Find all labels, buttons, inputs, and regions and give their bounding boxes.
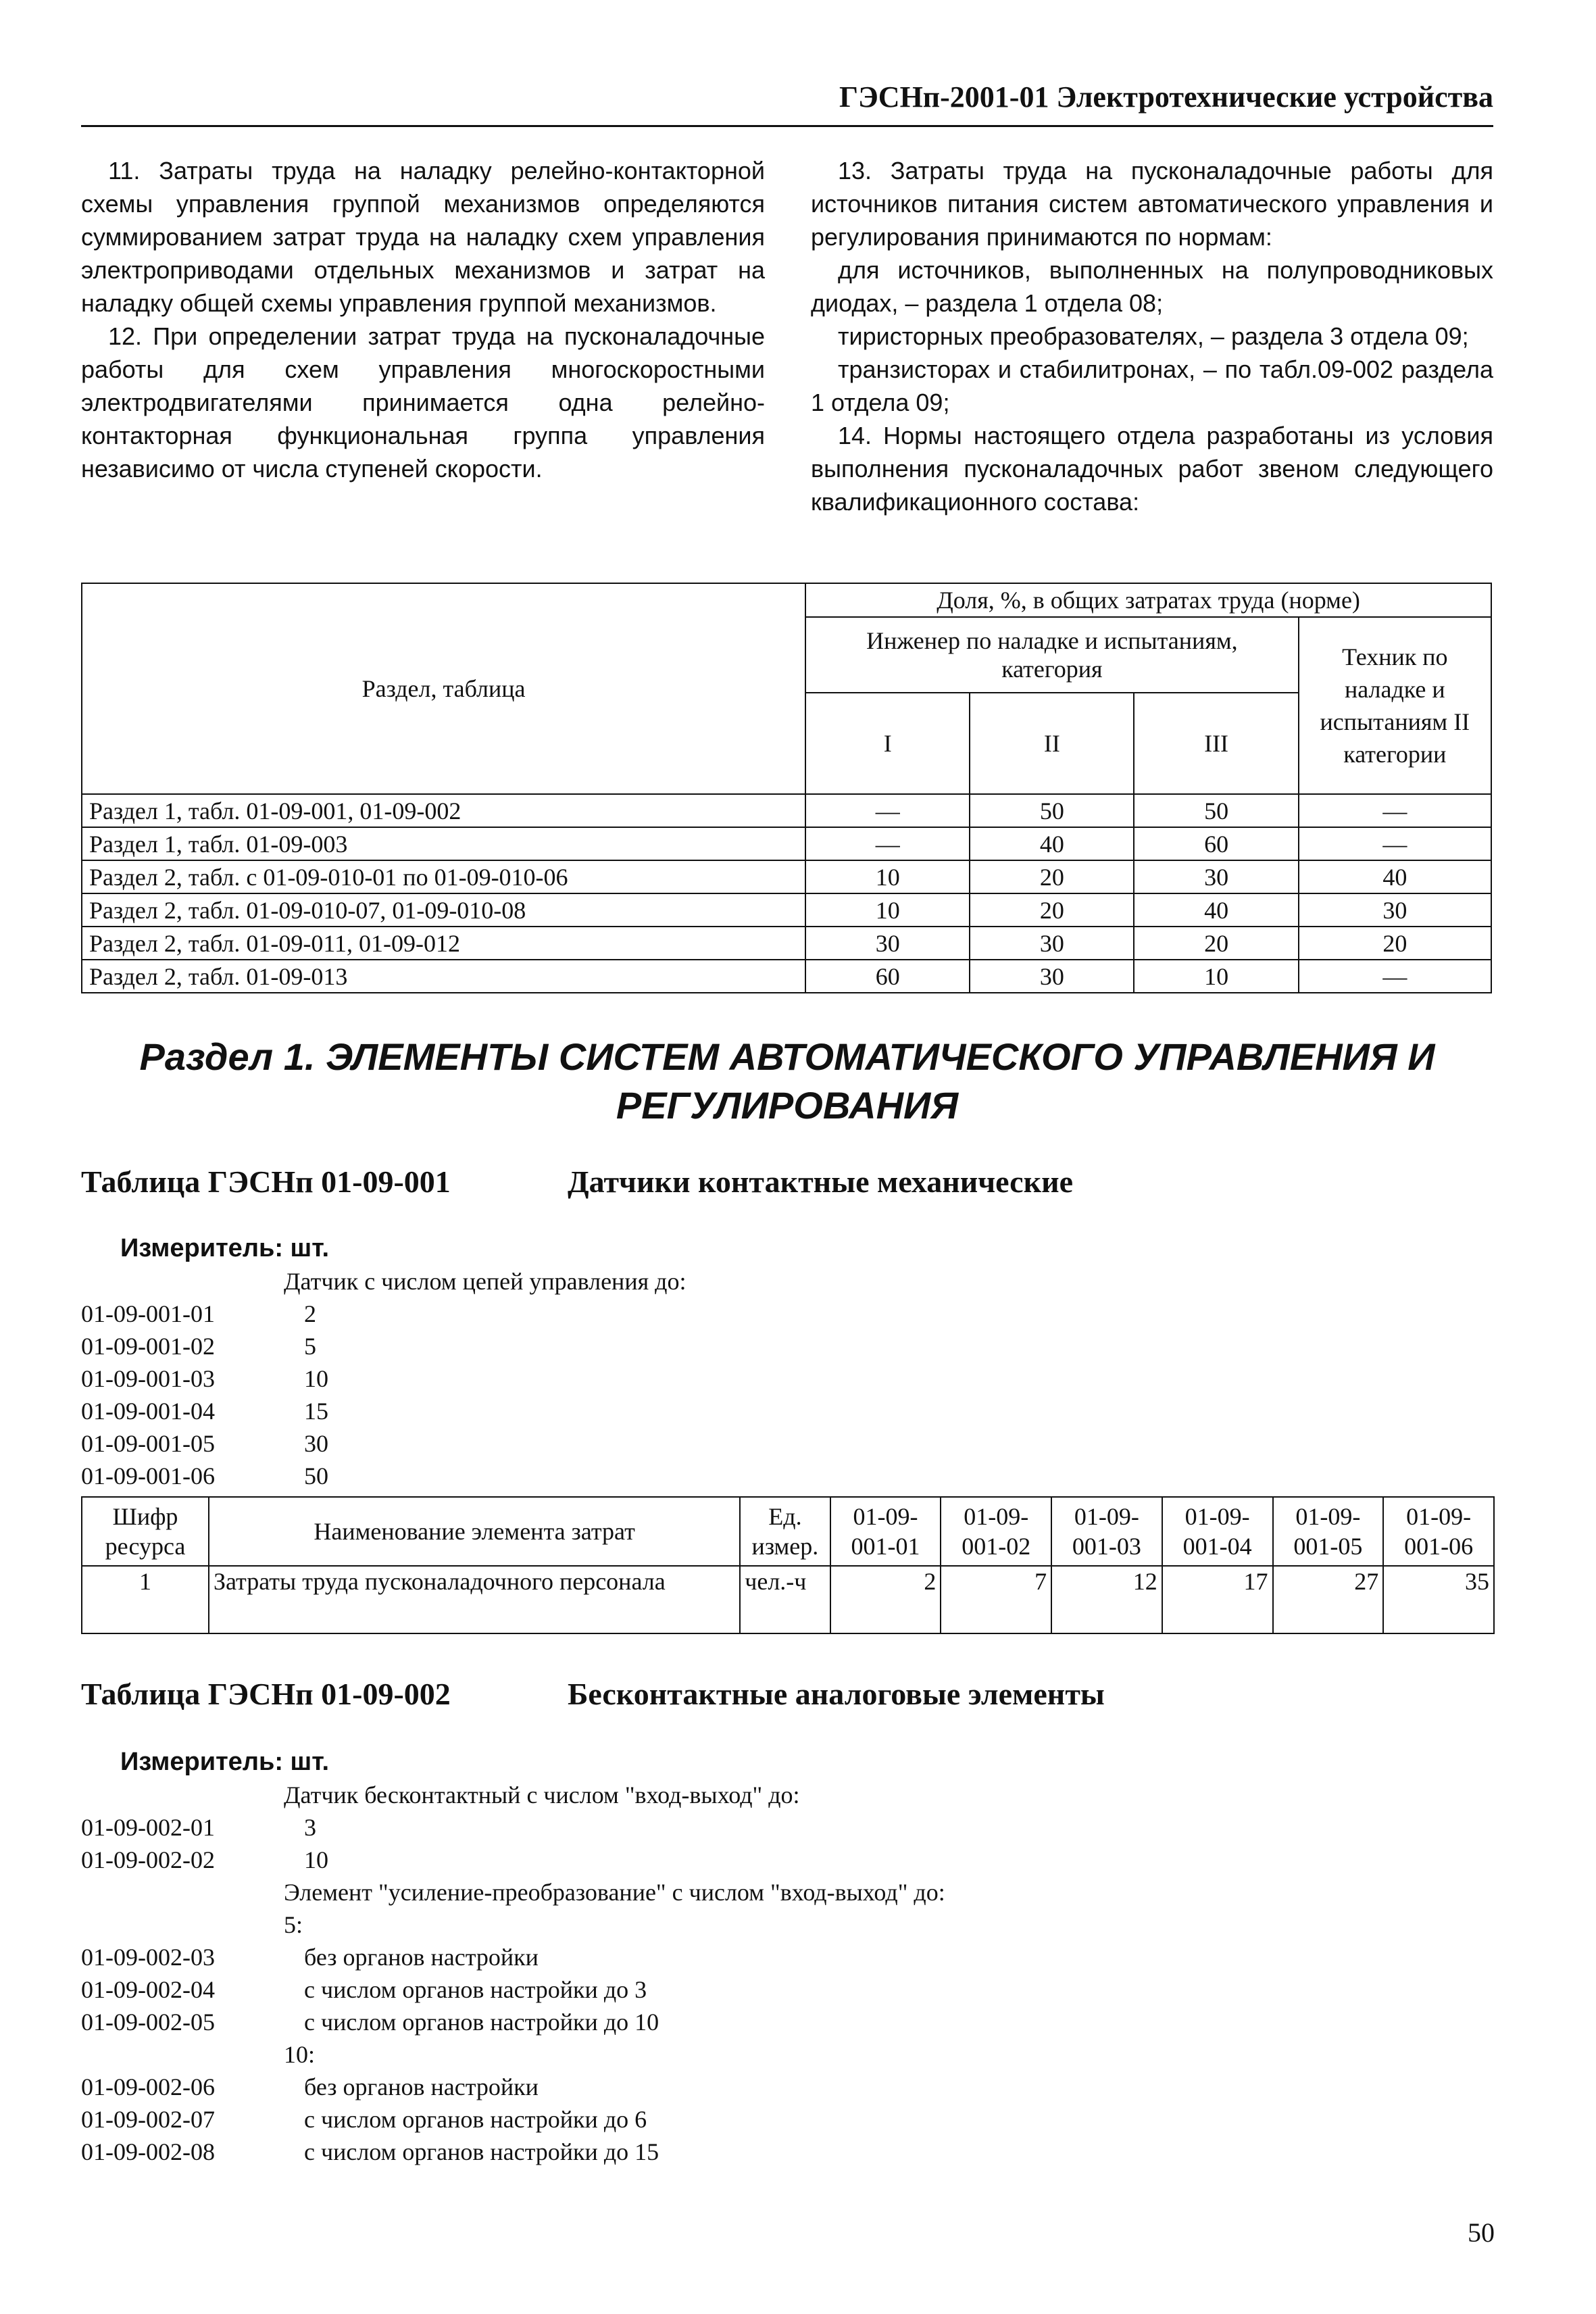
row-cat-3: 20: [1134, 927, 1298, 960]
paragraph-11: 11. Затраты труда на наладку релейно-контакторной схемы управления группой механизмов определяются суммированием затрат труда на наладку схем управления электроприводами отдельных механизмов и затрат на наладку общей схемы управления группой механизмов.: [81, 157, 765, 317]
table-row: [82, 860, 1491, 893]
col-variant-header: 01-09-001-04: [1162, 1497, 1273, 1566]
table-002-heading-1: Датчик бесконтактный с числом "вход-выход" до:: [284, 1781, 800, 1808]
paragraph-13-thyristors: тиристорных преобразователях, – раздела 3 отдела 09;: [838, 322, 1469, 350]
col-engineer-header: Инженер по наладке и испытаниям, категория: [805, 617, 1299, 693]
list-item: [81, 1427, 686, 1460]
row-cat-2: 40: [970, 827, 1134, 860]
cat-3-header: III: [1134, 693, 1298, 794]
col-variant-header: 01-09-001-06: [1383, 1497, 1494, 1566]
row-section: Раздел 2, табл. 01-09-013: [82, 960, 805, 993]
col-share-header: Доля, %, в общих затратах труда (норме): [805, 583, 1491, 617]
item-value: 15: [304, 1398, 328, 1425]
row-section: Раздел 2, табл. 01-09-010-07, 01-09-010-08: [82, 893, 805, 927]
row-technician: —: [1299, 960, 1491, 993]
row-value: 35: [1383, 1566, 1494, 1633]
paragraph-13: 13. Затраты труда на пусконаладочные работы для источников питания систем автоматического управления и регулирования принимаются по нормам:: [811, 157, 1493, 251]
row-cat-1: 10: [805, 893, 970, 927]
col-variant-header: 01-09-001-03: [1051, 1497, 1162, 1566]
list-item: [81, 1844, 945, 1876]
cat-2-header: II: [970, 693, 1134, 794]
item-value: 5: [304, 1333, 316, 1360]
subheading-10: 10:: [284, 2041, 316, 2068]
row-cat-2: 20: [970, 893, 1134, 927]
row-cat-2: 20: [970, 860, 1134, 893]
row-technician: 20: [1299, 927, 1491, 960]
row-section: Раздел 2, табл. 01-09-011, 01-09-012: [82, 927, 805, 960]
col-code-header: Шифр ресурса: [82, 1497, 209, 1566]
table-row: [82, 827, 1491, 860]
item-code: 01-09-002-06: [81, 2073, 215, 2100]
row-cat-2: 30: [970, 927, 1134, 960]
item-code: 01-09-001-05: [81, 1430, 215, 1457]
item-code: 01-09-002-01: [81, 1814, 215, 1841]
row-value: 17: [1162, 1566, 1273, 1633]
row-section: Раздел 1, табл. 01-09-003: [82, 827, 805, 860]
list-item: [81, 1460, 686, 1492]
row-code: 1: [82, 1566, 209, 1633]
item-value: 2: [304, 1300, 316, 1327]
section-title-line-2: РЕГУЛИРОВАНИЯ: [616, 1084, 959, 1127]
col-variant-header: 01-09-001-02: [941, 1497, 1051, 1566]
row-cat-1: 10: [805, 860, 970, 893]
item-code: 01-09-002-03: [81, 1944, 215, 1971]
table-001-grid: [81, 1496, 1495, 1634]
row-cat-1: —: [805, 794, 970, 827]
left-column: [81, 154, 765, 485]
row-technician: 30: [1299, 893, 1491, 927]
table-002-heading-2: Элемент "усиление-преобразование" с числом "вход-выход" до:: [284, 1879, 945, 1906]
row-value: 2: [830, 1566, 941, 1633]
item-code: 01-09-002-02: [81, 1846, 215, 1873]
table-row: [82, 960, 1491, 993]
table-001-name: Датчики контактные механические: [568, 1164, 1073, 1199]
table-001-meter: Измеритель: шт.: [120, 1234, 330, 1262]
col-name-header: Наименование элемента затрат: [209, 1497, 740, 1566]
table-row: [82, 893, 1491, 927]
row-value: 12: [1051, 1566, 1162, 1633]
list-item: [81, 2103, 945, 2136]
row-value: 7: [941, 1566, 1051, 1633]
table-row: [82, 1566, 1494, 1633]
item-value: 50: [304, 1462, 328, 1490]
row-technician: —: [1299, 794, 1491, 827]
item-value: без органов настройки: [304, 1944, 539, 1971]
table-row: [82, 927, 1491, 960]
item-code: 01-09-001-06: [81, 1462, 215, 1490]
item-value: с числом органов настройки до 15: [304, 2138, 659, 2165]
item-code: 01-09-002-05: [81, 2009, 215, 2036]
col-section-header: Раздел, таблица: [82, 583, 805, 794]
item-value: 10: [304, 1365, 328, 1392]
row-unit: чел.-ч: [740, 1566, 830, 1633]
subheading-5: 5:: [284, 1911, 303, 1938]
list-item: [81, 1395, 686, 1427]
row-cat-3: 30: [1134, 860, 1298, 893]
cat-1-header: I: [805, 693, 970, 794]
list-item: [81, 1811, 945, 1844]
item-code: 01-09-002-07: [81, 2106, 215, 2133]
paragraph-13-diodes: для источников, выполненных на полупроводниковых диодах, – раздела 1 отдела 08;: [811, 256, 1493, 317]
page-number: 50: [1468, 2217, 1495, 2248]
row-name: Затраты труда пусконаладочного персонала: [209, 1566, 740, 1633]
section-title-line-1: Раздел 1. ЭЛЕМЕНТЫ СИСТЕМ АВТОМАТИЧЕСКОГО УПРАВЛЕНИЯ И: [139, 1035, 1435, 1078]
item-value: с числом органов настройки до 3: [304, 1976, 647, 2003]
list-item: [81, 1298, 686, 1330]
paragraph-12: 12. При определении затрат труда на пусконаладочные работы для схем управления многоскоростными электродвигателями принимается одна релейно-контакторная функциональная группа управления независимо от числа ступеней скорости.: [81, 322, 765, 483]
table-002-label: Таблица ГЭСНп 01-09-002: [81, 1677, 451, 1711]
row-section: Раздел 2, табл. с 01-09-010-01 по 01-09-010-06: [82, 860, 805, 893]
qualification-table: [81, 583, 1492, 993]
list-item: [81, 1941, 945, 1973]
item-value: 30: [304, 1430, 328, 1457]
list-item: [81, 2136, 945, 2168]
col-technician-header: Техник по наладке и испытаниям II категории: [1299, 617, 1491, 794]
running-header: ГЭСНп-2001-01 Электротехнические устройства: [839, 80, 1493, 114]
item-value: 10: [304, 1846, 328, 1873]
list-item: [81, 2071, 945, 2103]
row-cat-2: 30: [970, 960, 1134, 993]
paragraph-13-transistors: транзисторах и стабилитронах, – по табл.09-002 раздела 1 отдела 09;: [811, 355, 1493, 416]
item-value: 3: [304, 1814, 316, 1841]
item-code: 01-09-002-04: [81, 1976, 215, 2003]
list-item: [81, 1362, 686, 1395]
item-code: 01-09-002-08: [81, 2138, 215, 2165]
table-row: [82, 794, 1491, 827]
col-variant-header: 01-09-001-05: [1273, 1497, 1384, 1566]
table-001-heading: Датчик с числом цепей управления до:: [284, 1268, 687, 1295]
item-value: с числом органов настройки до 6: [304, 2106, 647, 2133]
row-cat-3: 40: [1134, 893, 1298, 927]
row-cat-1: —: [805, 827, 970, 860]
col-variant-header: 01-09-001-01: [830, 1497, 941, 1566]
row-technician: 40: [1299, 860, 1491, 893]
row-cat-3: 60: [1134, 827, 1298, 860]
section-title: [81, 1033, 1493, 1130]
item-value: с числом органов настройки до 10: [304, 2009, 659, 2036]
header-rule: [81, 125, 1493, 127]
table-001-items: [81, 1265, 686, 1492]
table-002-items: [81, 1779, 945, 2168]
col-unit-header: Ед. измер.: [740, 1497, 830, 1566]
table-002-name: Бесконтактные аналоговые элементы: [568, 1677, 1105, 1711]
row-cat-3: 50: [1134, 794, 1298, 827]
row-cat-1: 30: [805, 927, 970, 960]
row-value: 27: [1273, 1566, 1384, 1633]
item-code: 01-09-001-01: [81, 1300, 215, 1327]
item-value: без органов настройки: [304, 2073, 539, 2100]
row-section: Раздел 1, табл. 01-09-001, 01-09-002: [82, 794, 805, 827]
list-item: [81, 1973, 945, 2006]
right-column: [811, 154, 1493, 518]
list-item: [81, 1330, 686, 1362]
table-001-label: Таблица ГЭСНп 01-09-001: [81, 1164, 451, 1199]
item-code: 01-09-001-04: [81, 1398, 215, 1425]
row-cat-3: 10: [1134, 960, 1298, 993]
row-cat-1: 60: [805, 960, 970, 993]
row-cat-2: 50: [970, 794, 1134, 827]
list-item: [81, 2006, 945, 2038]
table-002-meter: Измеритель: шт.: [120, 1748, 330, 1776]
item-code: 01-09-001-02: [81, 1333, 215, 1360]
item-code: 01-09-001-03: [81, 1365, 215, 1392]
row-technician: —: [1299, 827, 1491, 860]
paragraph-14: 14. Нормы настоящего отдела разработаны из условия выполнения пусконаладочных работ звеном следующего квалификационного состава:: [811, 422, 1493, 516]
